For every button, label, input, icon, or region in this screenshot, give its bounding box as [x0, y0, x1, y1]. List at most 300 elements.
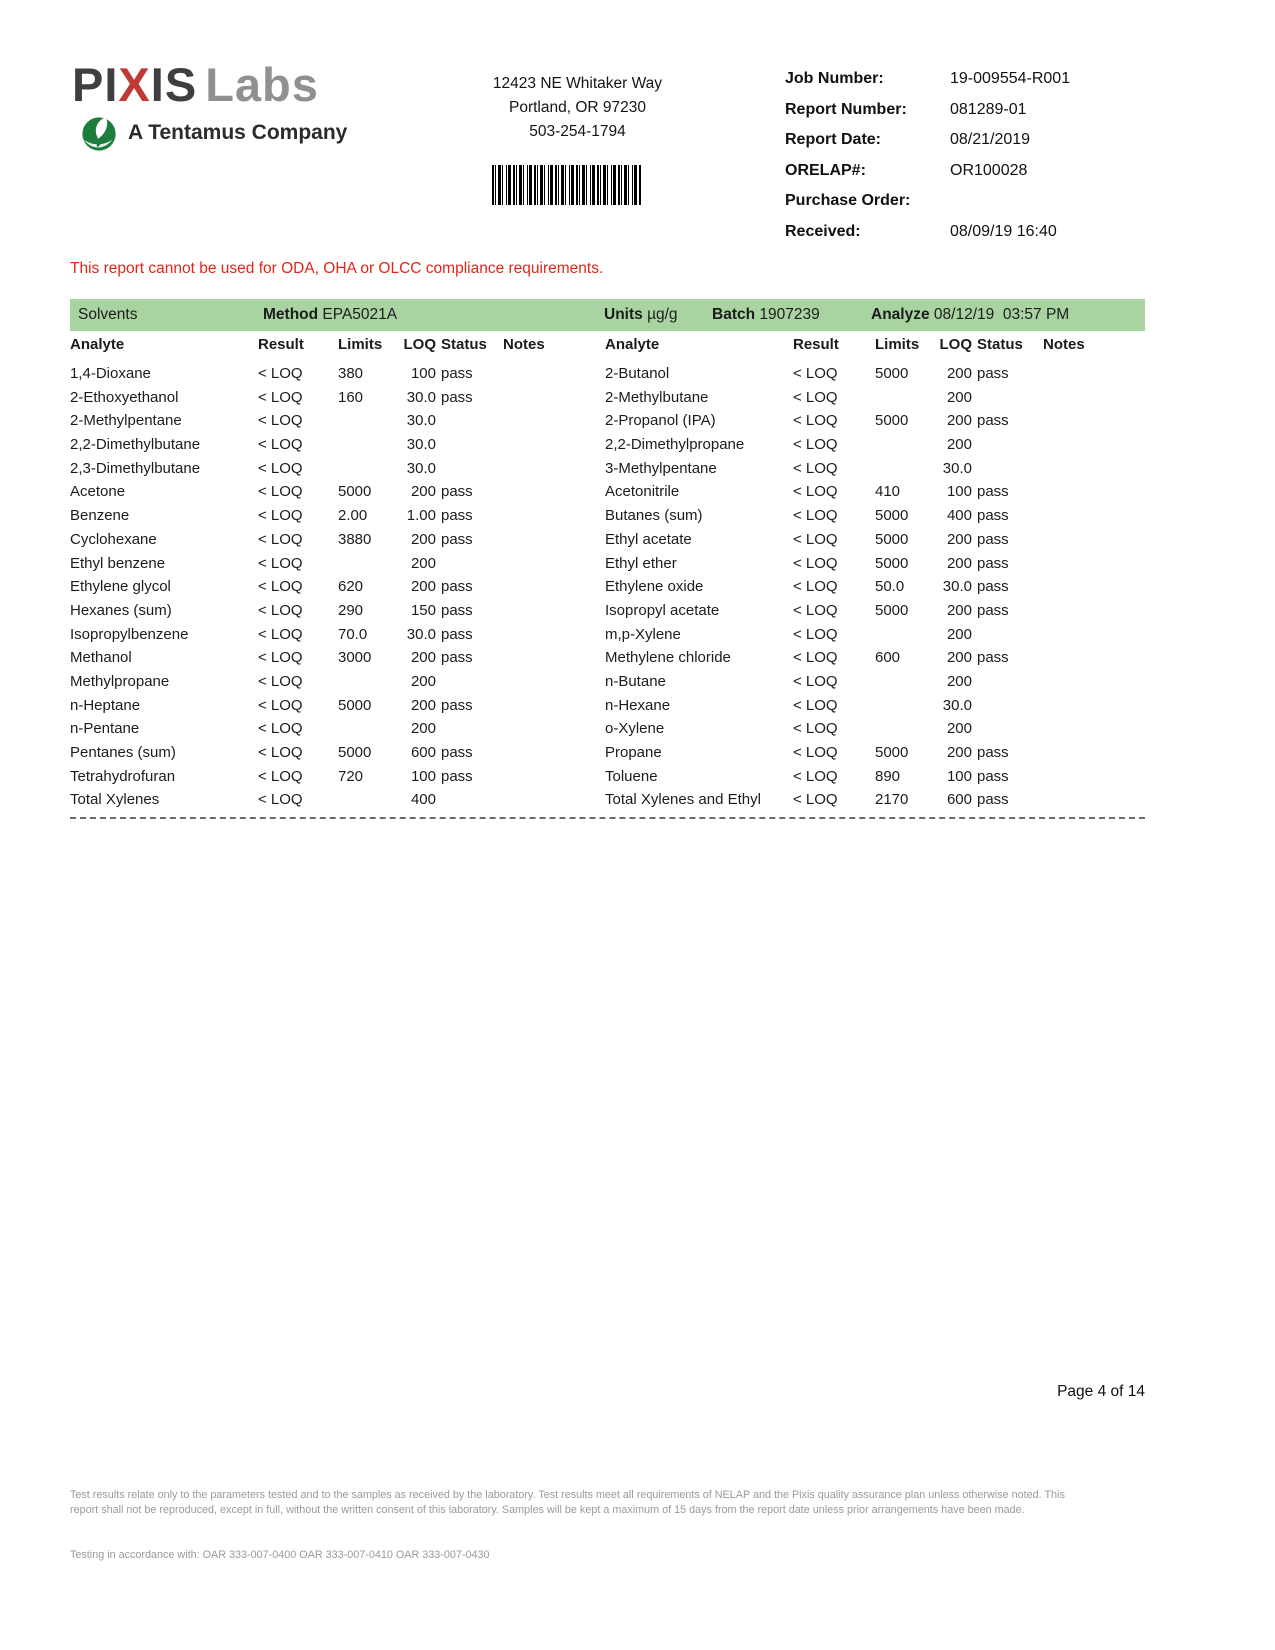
analyte-cell: n-Pentane [70, 720, 140, 738]
orelap-value: OR100028 [950, 161, 1028, 179]
result-cell: < LOQ [793, 767, 838, 785]
result-cell: < LOQ [258, 744, 303, 761]
notes-cell [1037, 765, 1145, 789]
notes-cell [497, 504, 597, 528]
loq-cell: 200 [946, 744, 972, 761]
analyte-cell: n-Hexane [605, 696, 671, 714]
notes-cell [1037, 646, 1145, 670]
analyte-cell: Propane [605, 744, 662, 761]
result-cell: < LOQ [258, 507, 303, 525]
lab-address [455, 72, 700, 144]
logo-text-x: X [118, 58, 151, 111]
status-cell: pass [977, 601, 1009, 619]
limits-cell: 5000 [875, 530, 909, 548]
col-header-limits: Limits [338, 336, 383, 353]
loq-cell: 100 [946, 483, 972, 501]
analyte-cell: Ethyl benzene [70, 554, 166, 572]
report-info [785, 70, 1205, 253]
analyte-cell: Tetrahydrofuran [70, 767, 176, 785]
orelap-label: ORELAP#: [785, 161, 866, 179]
col-header-notes: Notes [503, 336, 545, 353]
result-cell: < LOQ [258, 554, 303, 572]
col-header-analyte: Analyte [605, 336, 660, 353]
limits-cell: 5000 [875, 365, 909, 382]
table-row [70, 409, 597, 433]
tagline-text: A Tentamus Company [128, 121, 348, 144]
analyte-cell: Ethylene glycol [70, 578, 171, 596]
result-cell: < LOQ [258, 601, 303, 619]
loq-cell: 200 [410, 483, 436, 501]
analyte-cell: Methylpropane [70, 672, 170, 690]
page-number: Page 4 of 14 [1057, 1383, 1145, 1400]
analyte-cell: 2,2-Dimethylpropane [605, 436, 745, 454]
limits-cell [875, 670, 930, 694]
status-cell [972, 433, 1037, 457]
table-row [70, 552, 597, 576]
limits-cell [875, 717, 930, 741]
table-row [605, 599, 1145, 623]
limits-cell: 290 [338, 601, 364, 619]
report-number-label: Report Number: [785, 100, 907, 118]
loq-cell: 200 [410, 672, 436, 690]
status-cell: pass [441, 601, 473, 619]
table-row [70, 386, 597, 410]
table-row [70, 480, 597, 504]
col-header-notes: Notes [1043, 336, 1085, 353]
result-cell: < LOQ [793, 365, 838, 382]
notes-cell [497, 362, 597, 386]
result-cell: < LOQ [793, 483, 838, 501]
notes-cell [497, 694, 597, 718]
limits-cell: 5000 [875, 744, 909, 761]
footer-accordance: Testing in accordance with: OAR 333-007-0400 OAR 333-007-0410 OAR 333-007-0430 [70, 1549, 490, 1561]
status-cell: pass [977, 507, 1009, 525]
loq-cell: 30.0 [406, 388, 436, 406]
status-cell [436, 409, 497, 433]
results-table-left [70, 334, 597, 812]
status-cell [436, 433, 497, 457]
col-header-limits: Limits [875, 336, 920, 353]
batch-pair [712, 306, 820, 324]
table-row [70, 694, 597, 718]
status-cell [972, 670, 1037, 694]
analyte-cell: m,p-Xylene [605, 625, 681, 643]
table-row [605, 480, 1145, 504]
loq-cell: 30.0 [406, 459, 436, 477]
limits-cell [338, 788, 390, 812]
analyte-cell: 3-Methylpentane [605, 459, 717, 477]
table-header-row [605, 334, 1145, 362]
result-cell: < LOQ [793, 696, 838, 714]
table-row [70, 741, 597, 765]
logo-text-is: IS [150, 58, 198, 111]
notes-cell [497, 599, 597, 623]
table-row [70, 788, 597, 812]
table-row [605, 504, 1145, 528]
table-row [605, 670, 1145, 694]
loq-cell: 400 [410, 791, 436, 809]
result-cell: < LOQ [258, 696, 303, 714]
result-cell: < LOQ [793, 601, 838, 619]
table-row [70, 504, 597, 528]
method-pair [263, 306, 397, 324]
notes-cell [1037, 433, 1145, 457]
status-cell: pass [977, 578, 1009, 596]
notes-cell [497, 409, 597, 433]
loq-cell: 100 [410, 365, 436, 382]
result-cell: < LOQ [793, 554, 838, 572]
col-header-status: Status [977, 336, 1023, 353]
analyte-cell: Acetonitrile [605, 483, 680, 501]
limits-cell: 620 [338, 578, 364, 596]
table-row [605, 386, 1145, 410]
notes-cell [1037, 717, 1145, 741]
notes-cell [1037, 670, 1145, 694]
notes-cell [497, 457, 597, 481]
status-cell: pass [441, 696, 473, 714]
result-cell: < LOQ [793, 672, 838, 690]
limits-cell [338, 409, 390, 433]
units-value: µg/g [647, 306, 678, 323]
limits-cell [338, 717, 390, 741]
info-row-job-number [785, 70, 1205, 101]
loq-cell: 30.0 [406, 625, 436, 643]
status-cell: pass [977, 554, 1009, 572]
loq-cell: 200 [410, 696, 436, 714]
analyte-cell: o-Xylene [605, 720, 665, 738]
notes-cell [497, 575, 597, 599]
logo-text-pi: PI [72, 58, 119, 111]
status-cell: pass [441, 483, 473, 501]
loq-cell: 200 [946, 601, 972, 619]
result-cell: < LOQ [258, 530, 303, 548]
status-cell: pass [441, 388, 473, 406]
limits-cell: 5000 [338, 483, 372, 501]
result-cell: < LOQ [258, 720, 303, 738]
received-value: 08/09/19 16:40 [950, 222, 1057, 240]
result-cell: < LOQ [258, 483, 303, 501]
limits-cell: 410 [875, 483, 901, 501]
analyte-cell: 2,3-Dimethylbutane [70, 459, 201, 477]
loq-cell: 30.0 [406, 436, 436, 454]
analyte-cell: Isopropylbenzene [70, 625, 189, 643]
logo-wordmark [72, 60, 402, 110]
loq-cell: 100 [946, 767, 972, 785]
table-row [70, 717, 597, 741]
info-row-purchase-order [785, 192, 1205, 223]
analyte-cell: Total Xylenes and Ethyl [605, 791, 761, 809]
analyte-cell: Toluene [605, 767, 658, 785]
analyte-cell: Ethyl acetate [605, 530, 692, 548]
status-cell [436, 457, 497, 481]
info-row-report-number [785, 101, 1205, 132]
status-cell: pass [441, 625, 473, 643]
analyte-cell: 2-Methylpentane [70, 412, 182, 430]
barcode [492, 165, 642, 205]
leaf-icon [80, 114, 118, 152]
loq-cell: 200 [946, 672, 972, 690]
table-row [605, 457, 1145, 481]
limits-cell: 5000 [875, 554, 909, 572]
loq-cell: 200 [946, 720, 972, 738]
result-cell: < LOQ [793, 720, 838, 738]
notes-cell [1037, 741, 1145, 765]
section-title: Solvents [78, 306, 138, 323]
result-cell: < LOQ [793, 649, 838, 667]
result-cell: < LOQ [258, 459, 303, 477]
table-row [605, 362, 1145, 386]
notes-cell [497, 386, 597, 410]
notes-cell [1037, 504, 1145, 528]
loq-cell: 200 [946, 530, 972, 548]
purchase-order-label: Purchase Order: [785, 192, 911, 209]
report-date-label: Report Date: [785, 131, 882, 148]
analyte-cell: 2-Methylbutane [605, 388, 709, 406]
info-row-report-date [785, 131, 1205, 162]
status-cell [972, 694, 1037, 718]
address-line3: 503-254-1794 [529, 123, 626, 140]
analyte-cell: Benzene [70, 507, 130, 525]
col-header-status: Status [441, 336, 487, 353]
analyte-cell: Isopropyl acetate [605, 601, 720, 619]
limits-cell [875, 386, 930, 410]
notes-cell [497, 480, 597, 504]
analyze-value: 08/12/19 03:57 PM [933, 306, 1070, 323]
table-row [70, 670, 597, 694]
table-row [605, 646, 1145, 670]
loq-cell: 30.0 [942, 459, 972, 477]
logo-tagline [80, 114, 402, 152]
batch-value: 1907239 [759, 306, 820, 323]
table-row [70, 457, 597, 481]
units-pair [604, 306, 678, 324]
notes-cell [497, 741, 597, 765]
loq-cell: 200 [946, 436, 972, 454]
analyte-cell: Butanes (sum) [605, 507, 703, 525]
method-label: Method [263, 306, 319, 323]
result-cell: < LOQ [258, 625, 303, 643]
limits-cell [338, 552, 390, 576]
loq-cell: 200 [410, 530, 436, 548]
status-cell: pass [977, 483, 1009, 501]
section-header-bar [70, 299, 1145, 331]
loq-cell: 100 [410, 767, 436, 785]
col-header-analyte: Analyte [70, 336, 125, 353]
status-cell [436, 552, 497, 576]
notes-cell [1037, 552, 1145, 576]
loq-cell: 200 [410, 554, 436, 572]
loq-cell: 600 [946, 791, 972, 809]
result-cell: < LOQ [258, 365, 303, 382]
limits-cell: 3880 [338, 530, 372, 548]
address-line1: 12423 NE Whitaker Way [492, 75, 663, 92]
table-row [70, 765, 597, 789]
table-row [70, 623, 597, 647]
status-cell: pass [441, 767, 473, 785]
table-row [70, 646, 597, 670]
col-header-loq: LOQ [939, 336, 972, 353]
notes-cell [1037, 788, 1145, 812]
analyte-cell: Total Xylenes [70, 791, 160, 809]
received-label: Received: [785, 222, 861, 240]
address-line2: Portland, OR 97230 [508, 99, 646, 116]
table-row [605, 552, 1145, 576]
analyte-cell: Methylene chloride [605, 649, 731, 667]
analyte-cell: 2-Ethoxyethanol [70, 388, 179, 406]
notes-cell [497, 646, 597, 670]
loq-cell: 30.0 [942, 578, 972, 596]
result-cell: < LOQ [793, 436, 838, 454]
limits-cell: 160 [338, 388, 364, 406]
status-cell [972, 457, 1037, 481]
limits-cell: 3000 [338, 649, 372, 667]
result-cell: < LOQ [793, 530, 838, 548]
analyte-cell: Ethyl ether [605, 554, 677, 572]
result-cell: < LOQ [258, 672, 303, 690]
analyte-cell: n-Butane [605, 672, 666, 690]
loq-cell: 200 [410, 649, 436, 667]
table-row [605, 433, 1145, 457]
table-row [605, 575, 1145, 599]
logo-text-labs: Labs [205, 58, 319, 111]
table-row [605, 528, 1145, 552]
table-row [70, 433, 597, 457]
table-row [70, 575, 597, 599]
status-cell: pass [977, 530, 1009, 548]
limits-cell: 2170 [875, 791, 909, 809]
status-cell: pass [441, 507, 473, 525]
status-cell: pass [441, 530, 473, 548]
loq-cell: 200 [946, 554, 972, 572]
loq-cell: 200 [946, 388, 972, 406]
status-cell: pass [977, 744, 1009, 761]
limits-cell: 600 [875, 649, 901, 667]
analyze-label: Analyze [871, 306, 930, 323]
status-cell [436, 717, 497, 741]
result-cell: < LOQ [258, 649, 303, 667]
status-cell: pass [441, 649, 473, 667]
col-header-result: Result [793, 336, 839, 353]
status-cell: pass [977, 791, 1009, 809]
report-date-value: 08/21/2019 [950, 131, 1031, 148]
limits-cell: 2.00 [338, 507, 368, 525]
status-cell: pass [441, 744, 473, 761]
status-cell: pass [977, 767, 1009, 785]
loq-cell: 200 [410, 720, 436, 738]
result-cell: < LOQ [258, 412, 303, 430]
loq-cell: 30.0 [406, 412, 436, 430]
notes-cell [1037, 386, 1145, 410]
result-cell: < LOQ [793, 625, 838, 643]
loq-cell: 200 [946, 365, 972, 382]
units-label: Units [604, 306, 643, 323]
table-row [70, 362, 597, 386]
table-row [70, 599, 597, 623]
loq-cell: 150 [410, 601, 436, 619]
analyte-cell: 2-Butanol [605, 365, 670, 382]
table-row [605, 741, 1145, 765]
notes-cell [1037, 480, 1145, 504]
notes-cell [497, 788, 597, 812]
compliance-warning: This report cannot be used for ODA, OHA or OLCC compliance requirements. [70, 260, 604, 277]
limits-cell [875, 433, 930, 457]
result-cell: < LOQ [793, 388, 838, 406]
info-row-received [785, 223, 1205, 254]
col-header-loq: LOQ [403, 336, 436, 353]
result-cell: < LOQ [793, 744, 838, 761]
result-cell: < LOQ [793, 507, 838, 525]
limits-cell: 5000 [338, 744, 372, 761]
loq-cell: 30.0 [942, 696, 972, 714]
table-row [605, 788, 1145, 812]
status-cell [972, 386, 1037, 410]
status-cell: pass [441, 578, 473, 596]
table-header-row [70, 334, 597, 362]
status-cell: pass [977, 412, 1009, 430]
job-number-label: Job Number: [785, 70, 884, 87]
analyte-cell: Acetone [70, 483, 126, 501]
pixis-logo [72, 60, 402, 152]
analyte-cell: Hexanes (sum) [70, 601, 172, 619]
table-row [605, 765, 1145, 789]
notes-cell [497, 717, 597, 741]
loq-cell: 200 [410, 578, 436, 596]
analyte-cell: 2-Propanol (IPA) [605, 412, 716, 430]
analyte-cell: Methanol [70, 649, 132, 667]
table-row [70, 528, 597, 552]
limits-cell [338, 433, 390, 457]
notes-cell [497, 623, 597, 647]
status-cell [972, 623, 1037, 647]
status-cell [436, 788, 497, 812]
table-row [605, 717, 1145, 741]
analyte-cell: Cyclohexane [70, 530, 157, 548]
status-cell [972, 717, 1037, 741]
status-cell: pass [441, 365, 473, 382]
loq-cell: 1.00 [406, 507, 436, 525]
limits-cell: 50.0 [875, 578, 905, 596]
status-cell: pass [977, 365, 1009, 382]
table-row [605, 694, 1145, 718]
limits-cell: 70.0 [338, 625, 368, 643]
limits-cell: 380 [338, 365, 364, 382]
results-table-right [605, 334, 1145, 812]
notes-cell [497, 765, 597, 789]
limits-cell [338, 457, 390, 481]
table-row [605, 623, 1145, 647]
loq-cell: 400 [946, 507, 972, 525]
result-cell: < LOQ [258, 791, 303, 809]
analyte-cell: Pentanes (sum) [70, 744, 176, 761]
limits-cell [875, 694, 930, 718]
limits-cell: 5000 [875, 507, 909, 525]
analyte-cell: 2,2-Dimethylbutane [70, 436, 201, 454]
limits-cell [875, 457, 930, 481]
notes-cell [497, 670, 597, 694]
result-cell: < LOQ [793, 578, 838, 596]
notes-cell [1037, 528, 1145, 552]
status-cell [436, 670, 497, 694]
info-row-orelap [785, 162, 1205, 193]
footer-disclaimer: Test results relate only to the parameters tested and to the samples as received by the laboratory. Test results meet all requirements of NELAP and the Pixis quality assurance plan unless otherwise noted. This report shall not be reproduced, except in full, without the written consent of this laboratory. Samples will be kept a maximum of 15 days from the report date unless prior arrangements have been made. [70, 1489, 1065, 1516]
result-cell: < LOQ [258, 767, 303, 785]
result-cell: < LOQ [793, 459, 838, 477]
col-header-result: Result [258, 336, 304, 353]
loq-cell: 600 [410, 744, 436, 761]
limits-cell: 890 [875, 767, 901, 785]
notes-cell [1037, 362, 1145, 386]
analyte-cell: Ethylene oxide [605, 578, 704, 596]
